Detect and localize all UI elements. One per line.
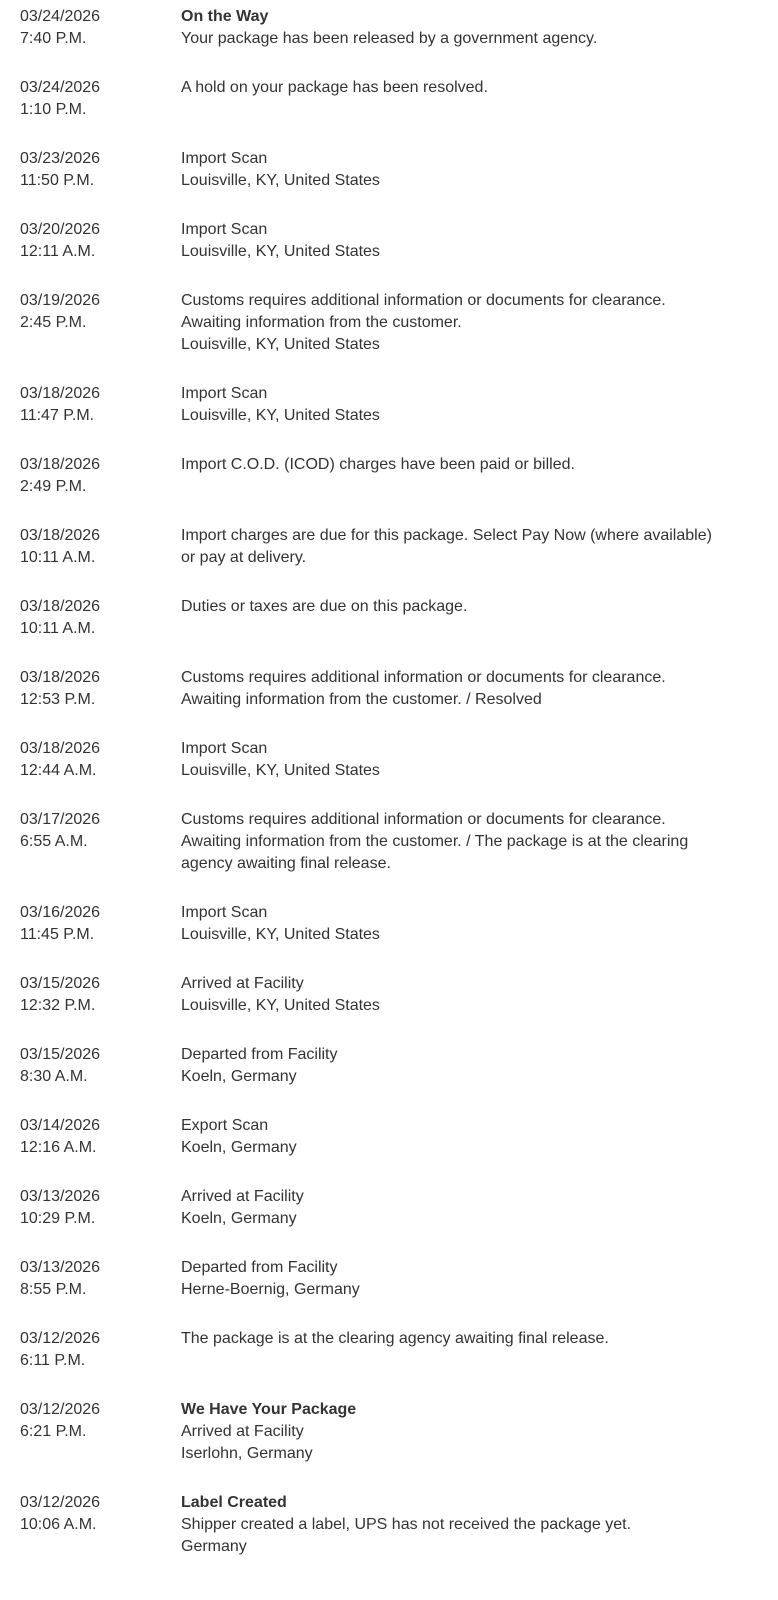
event-detail-line: Import Scan <box>181 221 268 238</box>
event-detail-line: Koeln, Germany <box>181 1068 297 1085</box>
event-detail-line: Louisville, KY, United States <box>181 762 380 779</box>
event-description <box>181 1257 778 1301</box>
event-datetime <box>20 1044 181 1088</box>
event-status-title: On the Way <box>181 8 269 25</box>
event-status-title: Label Created <box>181 1494 287 1511</box>
event-time: 12:32 P.M. <box>20 997 96 1014</box>
event-detail-line: Departed from Facility <box>181 1259 338 1276</box>
event-time: 12:44 A.M. <box>20 762 97 779</box>
event-detail-line: Arrived at Facility <box>181 975 304 992</box>
event-date: 03/23/2026 <box>20 150 101 167</box>
event-detail-line: Louisville, KY, United States <box>181 407 380 424</box>
event-description <box>181 383 778 427</box>
timeline-event <box>20 383 778 427</box>
event-description <box>181 525 778 569</box>
event-detail-line: Awaiting information from the customer. / Resolved <box>181 691 542 708</box>
event-date: 03/24/2026 <box>20 8 101 25</box>
timeline-event <box>20 6 778 50</box>
event-time: 11:45 P.M. <box>20 926 95 943</box>
event-detail-line: Iserlohn, Germany <box>181 1445 313 1462</box>
timeline-event <box>20 1186 778 1230</box>
event-detail-line: Import Scan <box>181 150 268 167</box>
event-date: 03/13/2026 <box>20 1188 101 1205</box>
event-time: 8:30 A.M. <box>20 1068 88 1085</box>
event-detail-line: Germany <box>181 1538 247 1555</box>
event-description <box>181 738 778 782</box>
event-detail-line: Customs requires additional information or documents for clearance. <box>181 811 666 828</box>
event-description <box>181 1044 778 1088</box>
event-detail-line: Import Scan <box>181 385 268 402</box>
timeline-event <box>20 1257 778 1301</box>
event-description <box>181 902 778 946</box>
event-datetime <box>20 219 181 263</box>
event-date: 03/12/2026 <box>20 1330 101 1347</box>
event-date: 03/15/2026 <box>20 1046 101 1063</box>
timeline-event <box>20 902 778 946</box>
event-date: 03/18/2026 <box>20 456 101 473</box>
timeline-event <box>20 525 778 569</box>
event-date: 03/12/2026 <box>20 1401 101 1418</box>
event-date: 03/16/2026 <box>20 904 101 921</box>
event-description <box>181 77 778 121</box>
event-detail-line: or pay at delivery. <box>181 549 307 566</box>
event-datetime <box>20 383 181 427</box>
event-time: 11:50 P.M. <box>20 172 95 189</box>
event-detail-line: Louisville, KY, United States <box>181 172 380 189</box>
event-description <box>181 1328 778 1372</box>
event-detail-line: Import Scan <box>181 740 268 757</box>
event-time: 2:49 P.M. <box>20 478 87 495</box>
event-datetime <box>20 525 181 569</box>
event-time: 6:11 P.M. <box>20 1352 86 1369</box>
event-datetime <box>20 596 181 640</box>
event-description <box>181 148 778 192</box>
event-datetime <box>20 1399 181 1465</box>
event-detail-line: Awaiting information from the customer. / The package is at the clearing <box>181 833 689 850</box>
event-date: 03/18/2026 <box>20 740 101 757</box>
event-description <box>181 973 778 1017</box>
event-date: 03/17/2026 <box>20 811 101 828</box>
event-datetime <box>20 1257 181 1301</box>
event-detail-line: Arrived at Facility <box>181 1188 304 1205</box>
event-detail-line: Herne-Boernig, Germany <box>181 1281 360 1298</box>
timeline-event <box>20 77 778 121</box>
event-date: 03/24/2026 <box>20 79 101 96</box>
timeline-event <box>20 738 778 782</box>
event-datetime <box>20 667 181 711</box>
event-date: 03/13/2026 <box>20 1259 101 1276</box>
event-detail-line: Export Scan <box>181 1117 269 1134</box>
event-time: 1:10 P.M. <box>20 101 87 118</box>
timeline-event <box>20 809 778 875</box>
event-detail-line: Louisville, KY, United States <box>181 997 380 1014</box>
event-description <box>181 454 778 498</box>
timeline-event <box>20 219 778 263</box>
event-date: 03/14/2026 <box>20 1117 101 1134</box>
event-detail-line: Louisville, KY, United States <box>181 926 380 943</box>
timeline-event <box>20 667 778 711</box>
event-datetime <box>20 1492 181 1558</box>
event-time: 6:21 P.M. <box>20 1423 87 1440</box>
event-time: 10:11 A.M. <box>20 549 96 566</box>
event-date: 03/18/2026 <box>20 527 101 544</box>
event-time: 10:11 A.M. <box>20 620 96 637</box>
event-date: 03/18/2026 <box>20 598 101 615</box>
event-status-title: We Have Your Package <box>181 1401 357 1418</box>
event-time: 2:45 P.M. <box>20 314 87 331</box>
timeline-event <box>20 1492 778 1558</box>
event-detail-line: agency awaiting final release. <box>181 855 391 872</box>
event-time: 12:53 P.M. <box>20 691 96 708</box>
event-datetime <box>20 77 181 121</box>
event-detail-line: Import Scan <box>181 904 268 921</box>
event-datetime <box>20 973 181 1017</box>
event-detail-line: Duties or taxes are due on this package. <box>181 598 468 615</box>
event-description <box>181 596 778 640</box>
event-datetime <box>20 454 181 498</box>
event-datetime <box>20 1115 181 1159</box>
timeline-event <box>20 973 778 1017</box>
event-description <box>181 1115 778 1159</box>
event-detail-line: Departed from Facility <box>181 1046 338 1063</box>
event-description <box>181 1399 778 1465</box>
event-time: 8:55 P.M. <box>20 1281 87 1298</box>
timeline-event <box>20 454 778 498</box>
event-datetime <box>20 1328 181 1372</box>
timeline-event <box>20 1115 778 1159</box>
event-detail-line: Your package has been released by a government agency. <box>181 30 598 47</box>
event-datetime <box>20 809 181 875</box>
event-description <box>181 219 778 263</box>
event-date: 03/12/2026 <box>20 1494 101 1511</box>
timeline-event <box>20 596 778 640</box>
event-time: 11:47 P.M. <box>20 407 95 424</box>
timeline-event <box>20 290 778 356</box>
event-time: 7:40 P.M. <box>20 30 87 47</box>
event-detail-line: Awaiting information from the customer. <box>181 314 462 331</box>
event-datetime <box>20 902 181 946</box>
event-detail-line: The package is at the clearing agency awaiting final release. <box>181 1330 609 1347</box>
timeline-event <box>20 1399 778 1465</box>
event-detail-line: Koeln, Germany <box>181 1210 297 1227</box>
event-description <box>181 290 778 356</box>
event-detail-line: Import C.O.D. (ICOD) charges have been paid or billed. <box>181 456 575 473</box>
timeline-event <box>20 1044 778 1088</box>
event-description <box>181 6 778 50</box>
event-detail-line: Import charges are due for this package. Select Pay Now (where available) <box>181 527 712 544</box>
event-datetime <box>20 290 181 356</box>
event-detail-line: Louisville, KY, United States <box>181 243 380 260</box>
timeline-event <box>20 148 778 192</box>
event-time: 10:06 A.M. <box>20 1516 97 1533</box>
event-detail-line: Customs requires additional information or documents for clearance. <box>181 669 666 686</box>
event-datetime <box>20 738 181 782</box>
event-time: 6:55 A.M. <box>20 833 88 850</box>
event-description <box>181 1186 778 1230</box>
event-time: 12:16 A.M. <box>20 1139 97 1156</box>
event-date: 03/19/2026 <box>20 292 101 309</box>
event-detail-line: Shipper created a label, UPS has not received the package yet. <box>181 1516 632 1533</box>
event-date: 03/20/2026 <box>20 221 101 238</box>
event-datetime <box>20 1186 181 1230</box>
event-detail-line: A hold on your package has been resolved. <box>181 79 488 96</box>
event-detail-line: Arrived at Facility <box>181 1423 304 1440</box>
event-detail-line: Louisville, KY, United States <box>181 336 380 353</box>
event-description <box>181 809 778 875</box>
event-datetime <box>20 148 181 192</box>
timeline-event <box>20 1328 778 1372</box>
event-description <box>181 667 778 711</box>
event-description <box>181 1492 778 1558</box>
event-date: 03/15/2026 <box>20 975 101 992</box>
event-date: 03/18/2026 <box>20 669 101 686</box>
event-time: 12:11 A.M. <box>20 243 96 260</box>
event-time: 10:29 P.M. <box>20 1210 96 1227</box>
event-detail-line: Customs requires additional information or documents for clearance. <box>181 292 666 309</box>
event-datetime <box>20 6 181 50</box>
event-date: 03/18/2026 <box>20 385 101 402</box>
event-detail-line: Koeln, Germany <box>181 1139 297 1156</box>
